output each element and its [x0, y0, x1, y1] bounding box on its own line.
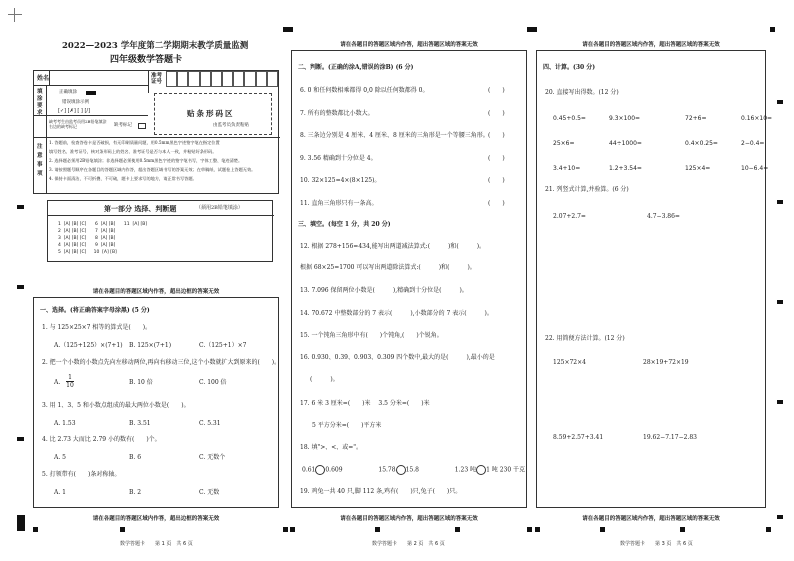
absent-mark-box[interactable]: [138, 123, 146, 129]
q2-option-b: B. 10 倍: [129, 379, 153, 386]
compare-row: 0.61 0.609 15.78 15.8 1.23 吨 1 吨 230 千克: [302, 466, 526, 474]
page1-footer: 数学答题卡 第 1 页 共 6 页: [120, 541, 193, 547]
bubble-row[interactable]: 1 [A] [B] [C] 6 [A] [B] 11 [A] [B]: [58, 222, 148, 227]
judge-item: 6. 0 和任何数相乘都得 0,0 除以任何数都得 0。: [300, 87, 429, 94]
q3-option-b: B. 3.51: [129, 420, 151, 427]
judge-item: 9. 3.56 精确到十分位是 4。: [300, 154, 377, 162]
notice-item: 4. 保持卡面清洁，不可折叠、不可破，题卡上要求写的地方，请正常书写答题。: [49, 176, 197, 181]
bubble-row[interactable]: 5 [A] [B] [C] 10 [A] [B]: [58, 250, 117, 255]
q20-text: 20. 直接写出得数。(12 分): [545, 89, 619, 96]
exam-no-cell[interactable]: [256, 71, 267, 87]
part1-note: （须用2B铅笔填涂）: [196, 205, 243, 211]
calc-item: 44÷1000=: [609, 140, 642, 147]
q19-text: 19. 鸡兔一共 40 只,脚 112 条,鸡有( )只,兔子( )只。: [300, 488, 462, 495]
alignment-mark: [527, 527, 532, 532]
side-mark: [17, 437, 24, 441]
q21a-text: 2.07+2.7=: [553, 213, 586, 220]
q3-text: 3. 用 1、3、5 和小数点组成的最大两位小数是( )。: [42, 402, 190, 409]
absent-mark-label: 缺考标记: [114, 123, 132, 128]
q4-option-c: C. 无数个: [199, 454, 226, 461]
correct-fill-label: 正确填涂: [59, 90, 77, 95]
q16b-text: ( )。: [310, 376, 339, 383]
q1-option-a: A.（125+125）×(7+1): [54, 342, 123, 349]
q18-text: 18. 填">、<、或="。: [300, 444, 363, 451]
panel2-top-warning: 请在各题目的答题区域内作答，超出答题区域的答案无效: [340, 42, 478, 48]
calc-item: 0.45+0.5=: [553, 115, 586, 122]
panel2-answer-area: [291, 50, 527, 508]
absent-instruction: 缺考考生由监考员用2B铅笔填涂右边的缺考标记: [49, 119, 107, 129]
alignment-mark: [766, 527, 771, 532]
calc-item: 125×4=: [685, 165, 711, 172]
calc-item: 1.2+3.54=: [609, 165, 642, 172]
section1-title: 一、选择。(将正确答案字母涂黑) (5 分): [40, 307, 150, 314]
panel3-bottom-warning: 请在各题目的答题区域内作答，超出答题区域的答案无效: [582, 516, 720, 522]
bubble-row[interactable]: 4 [A] [B] [C] 9 [A] [B]: [58, 243, 116, 248]
calc-item: 3.4+10=: [553, 165, 581, 172]
side-mark: [17, 515, 25, 531]
q16-text: 16. 0.930、0.39、0.903、0.309 四个数中,最大的是( ),最小的是: [300, 354, 495, 361]
page3-footer: 数学答题卡 第 3 页 共 6 页: [620, 541, 693, 547]
q3-option-a: A. 1.53: [54, 420, 76, 427]
q1-option-c: C.（125+1）×7: [199, 342, 247, 349]
judge-answer-paren[interactable]: ( ): [488, 177, 505, 184]
exam-no-cell[interactable]: [222, 71, 233, 87]
alignment-mark: [770, 27, 775, 32]
calc-item: 72+6=: [685, 115, 707, 122]
exam-no-cell[interactable]: [188, 71, 199, 87]
compare-circle-2[interactable]: [396, 465, 406, 475]
q22-text: 22. 用简便方法计算。(12 分): [545, 335, 625, 342]
judge-item: 8. 三条边分别是 4 厘米、4 厘米、8 厘米的三角形是一个等腰三角形。: [300, 132, 489, 139]
exam-no-cell[interactable]: [244, 71, 255, 87]
alignment-mark: [290, 527, 295, 532]
exam-no-label: 准考证号: [151, 73, 163, 85]
alignment-mark: [680, 527, 685, 532]
q22b-text: 28×19+72×19: [643, 359, 689, 366]
notice-item: 1. 答题前，检查答卷卡是否破损，有无印刷质量问题，用0.5mm黑色字迹签字笔在指定位置: [49, 140, 220, 145]
q15-text: 15. 一个钝角三角形中有( )个钝角,( )个锐角。: [300, 332, 443, 339]
side-mark: [777, 200, 783, 204]
exam-no-cell[interactable]: [267, 71, 278, 87]
part1-title: 第一部分 选择、判断题: [104, 204, 177, 213]
calc-item: 10−6.4=: [741, 165, 769, 172]
section2-title: 二、判断。(正确的涂A,错误的涂B) (6 分): [298, 64, 414, 71]
q2-option-a: A.: [54, 379, 61, 386]
alignment-mark: [600, 527, 605, 532]
alignment-mark: [535, 527, 540, 532]
alignment-mark: [33, 527, 38, 532]
judge-answer-paren[interactable]: ( ): [488, 87, 505, 94]
q5-option-b: B. 2: [129, 489, 142, 496]
compare-circle-3[interactable]: [476, 465, 486, 475]
alignment-mark: [120, 527, 125, 532]
calc-item: 25×6=: [553, 140, 575, 147]
q2-option-c: C. 100 倍: [199, 379, 227, 386]
alignment-mark: [283, 527, 288, 532]
exam-no-cell[interactable]: [166, 71, 177, 87]
fill-requirement-label: 填涂要求: [37, 89, 43, 116]
panel1-warning: 请在各题目的答题区域内作答，超出边框的答案无效: [92, 289, 220, 295]
notice-item: 填写姓名、准考证号，核对条形码上的姓名、准考证号是否与本人一致，并粘贴好条形码。: [49, 149, 217, 154]
bubble-row[interactable]: 2 [A] [B] [C] 7 [A] [B]: [58, 229, 116, 234]
judge-answer-paren[interactable]: ( ): [488, 154, 505, 162]
q3-option-c: C. 5.31: [199, 420, 221, 427]
q4-option-a: A. 5: [54, 454, 66, 461]
barcode-area: [154, 93, 272, 135]
alignment-mark: [375, 527, 380, 532]
alignment-mark: [288, 27, 293, 32]
q12b-text: 根据 68×25=1700 可以写出两道除法算式:( )和( )。: [300, 264, 476, 271]
side-mark: [777, 100, 783, 104]
q22c-text: 8.59+2.57+3.41: [553, 434, 604, 441]
q21b-text: 4.7−3.86=: [647, 213, 680, 220]
panel3-answer-area: [536, 50, 773, 508]
side-mark: [777, 300, 783, 304]
wrong-fill-label: 错误填涂示例: [62, 100, 89, 105]
q13-text: 13. 7.096 保留两位小数是( ),精确到十分位是( )。: [300, 287, 468, 294]
exam-title: 2022—2023 学年度第二学期期末教学质量监测: [62, 41, 249, 51]
barcode-label: 贴条形码区: [187, 109, 235, 118]
name-label: 姓名: [37, 75, 50, 82]
correct-fill-sample: [86, 91, 96, 95]
judge-answer-paren[interactable]: ( ): [488, 109, 505, 117]
q1-option-b: B. 125×(7+1): [129, 342, 172, 349]
q14-text: 14. 70.672 中整数部分的 7 表示( ),小数部分的 7 表示( )。: [300, 310, 493, 317]
q5-option-c: C. 无数: [199, 489, 220, 496]
notice-item: 3. 请按照题号顺序在各题目的答题区域内作答，超出答题区域书写的答案无效；在草稿纸、试题卷上答题无效。: [49, 167, 256, 172]
judge-item: 10. 32×125=4×(8×125)。: [300, 177, 381, 184]
q22d-text: 19.62−7.17−2.83: [643, 434, 697, 441]
side-mark: [777, 515, 783, 519]
wrong-fill-samples: [✓] [✗] [ ] [/]: [58, 108, 91, 114]
part1-area: [47, 200, 273, 262]
section1-area: [33, 297, 279, 508]
calc-item: 9.3×100=: [609, 115, 641, 122]
exam-no-cell[interactable]: [177, 71, 188, 87]
q21-text: 21. 列竖式计算,并验算。(6 分): [545, 186, 629, 193]
compare-circle-1[interactable]: [315, 465, 325, 475]
page2-footer: 数学答题卡 第 2 页 共 6 页: [372, 541, 445, 547]
side-mark: [777, 400, 783, 404]
q2-fraction: 1 10: [66, 374, 74, 389]
q22a-text: 125×72×4: [553, 359, 586, 366]
exam-no-cell[interactable]: [233, 71, 244, 87]
calc-item: 0.16×10=: [741, 115, 773, 122]
judge-item: 7. 所有的整数都比小数大。: [300, 109, 374, 117]
panel2-bottom-warning: 请在各题目的答题区域内作答，超出答题区域的答案无效: [340, 516, 478, 522]
judge-item: 11. 直角三角形只有一条高。: [300, 199, 378, 207]
calc-item: 0.4×0.25=: [685, 140, 718, 147]
info-area: [33, 70, 279, 194]
exam-no-cell[interactable]: [200, 71, 211, 87]
card-subtitle: 四年级数学答题卡: [110, 55, 183, 65]
exam-no-cell[interactable]: [211, 71, 222, 87]
q17-text: 17. 6 米 3 厘米=( )米 3.5 分米=( )米: [300, 400, 430, 407]
section3-title: 三、填空。(每空 1 分，共 20 分): [298, 221, 391, 228]
alignment-mark: [532, 27, 537, 32]
q5-text: 5. 打领带有( )条对称轴。: [42, 471, 121, 478]
side-mark: [17, 285, 24, 289]
judge-answer-paren[interactable]: ( ): [488, 132, 505, 139]
bubble-row[interactable]: 3 [A] [B] [C] 8 [A] [B]: [58, 236, 116, 241]
section4-title: 四、计算。(30 分): [543, 64, 596, 71]
side-mark: [17, 205, 24, 209]
judge-answer-paren[interactable]: ( ): [488, 199, 505, 207]
crop-mark-icon: [8, 8, 22, 22]
notice-item: 2. 选择题必须用2B铅笔填涂；非选择题必须使用0.5mm黑色字迹的签字笔书写，字体工整、笔迹清楚。: [49, 158, 243, 163]
calc-item: 2−0.4=: [741, 140, 765, 147]
q12-text: 12. 根据 278+156=434,能写出两道减法算式:( )和( )。: [300, 243, 486, 250]
q4-text: 4. 比 2.73 大而比 2.79 小的数有( )个。: [42, 436, 161, 443]
alignment-mark: [455, 527, 460, 532]
panel3-top-warning: 请在各题目的答题区域内作答，超出答题区域的答案无效: [582, 42, 720, 48]
q4-option-b: B. 6: [129, 454, 142, 461]
exam-no-cells[interactable]: [166, 71, 278, 87]
panel1-bottom-warning: 请在各题目的答题区域内作答，超出边框的答案无效: [92, 516, 220, 522]
q17b-text: 5 平方分米=( )平方米: [312, 422, 382, 429]
barcode-note: 由监考员负责粘贴: [213, 123, 249, 128]
q1-text: 1. 与 125×25×7 相等的算式是( )。: [42, 324, 152, 331]
q5-option-a: A. 1: [54, 489, 66, 496]
notice-label: 注意事项: [37, 144, 43, 177]
q2-text: 2. 把一个小数的小数点先向左移动两位,再向右移动三位,这个小数就扩大到原来的( )。: [42, 359, 281, 366]
